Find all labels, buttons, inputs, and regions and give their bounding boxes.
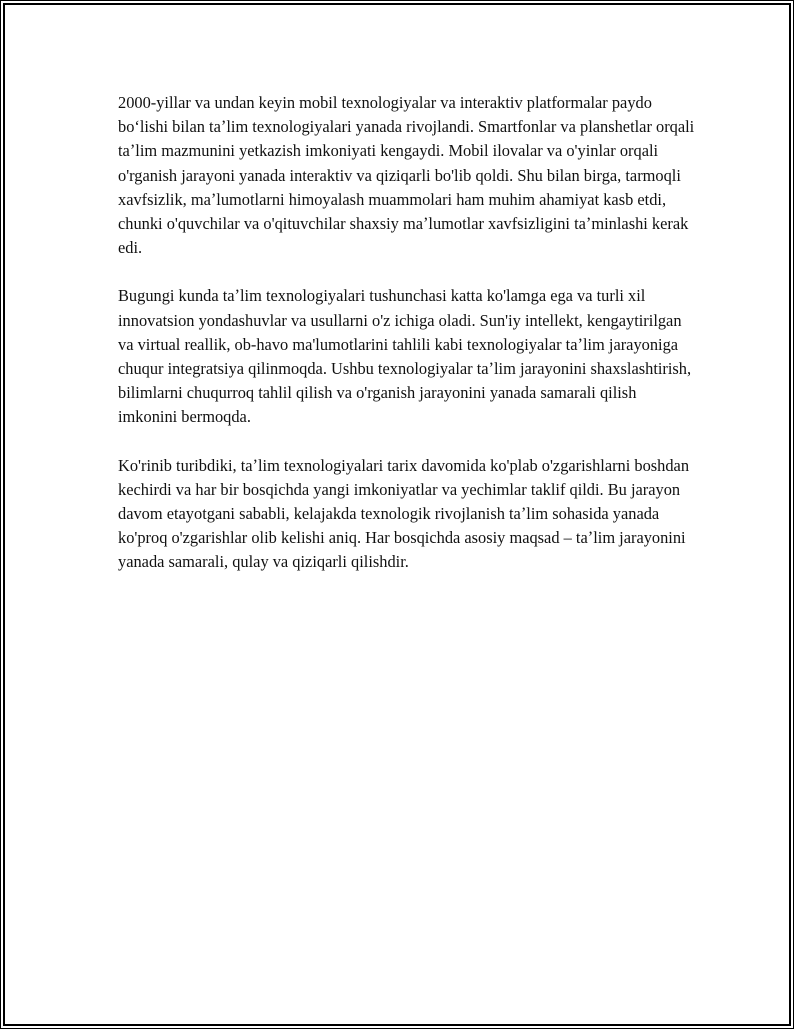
paragraph-mobile-technologies: 2000-yillar va undan keyin mobil texnologiyalar va interaktiv platformalar paydo boʻlishi bilan taʼlim texnologiyalari yanada rivojlandi. Smartfonlar va planshetlar orqali taʼlim mazmunini yetkazish imkoniyati kengaydi. Mobil ilovalar va o'yinlar orqali o'rganish jarayoni yanada interaktiv va qiziqarli bo'lib qoldi. Shu bilan birga, tarmoqli xavfsizlik, maʼlumotlarni himoyalash muammolari ham muhim ahamiyat kasb etdi, chunki o'quvchilar va o'qituvchilar shaxsiy maʼlumotlar xavfsizligini taʼminlashi kerak edi. — [118, 93, 695, 258]
paragraph-modern-education-tech: Bugungi kunda taʼlim texnologiyalari tushunchasi katta ko'lamga ega va turli xil innovatsion yondashuvlar va usullarni o'z ichiga oladi. Sun'iy intellekt, kengaytirilgan va virtual reallik, ob-havo ma'lumotlarini tahlili kabi texnologiyalar taʼlim jarayoniga chuqur integratsiya qilinmoqda. Ushbu texnologiyalar taʼlim jarayonini shaxslashtirish, bilimlarni chuqurroq tahlil qilish va o'rganish jarayonini yanada samarali qilish imkonini bermoqda. — [118, 286, 692, 427]
paragraph-conclusion: Ko'rinib turibdiki, taʼlim texnologiyalari tarix davomida ko'plab o'zgarishlarni boshdan kechirdi va har bir bosqichda yangi imkoniyatlar va yechimlar taklif qildi. Bu jarayon davom etayotgani sababli, kelajakda texnologik rivojlanish taʼlim sohasida yanada ko'proq o'zgarishlar olib kelishi aniq. Har bosqichda asosiy maqsad – taʼlim jarayonini yanada samarali, qulay va qiziqarli qilishdir. — [118, 455, 690, 572]
document-body — [118, 91, 696, 599]
